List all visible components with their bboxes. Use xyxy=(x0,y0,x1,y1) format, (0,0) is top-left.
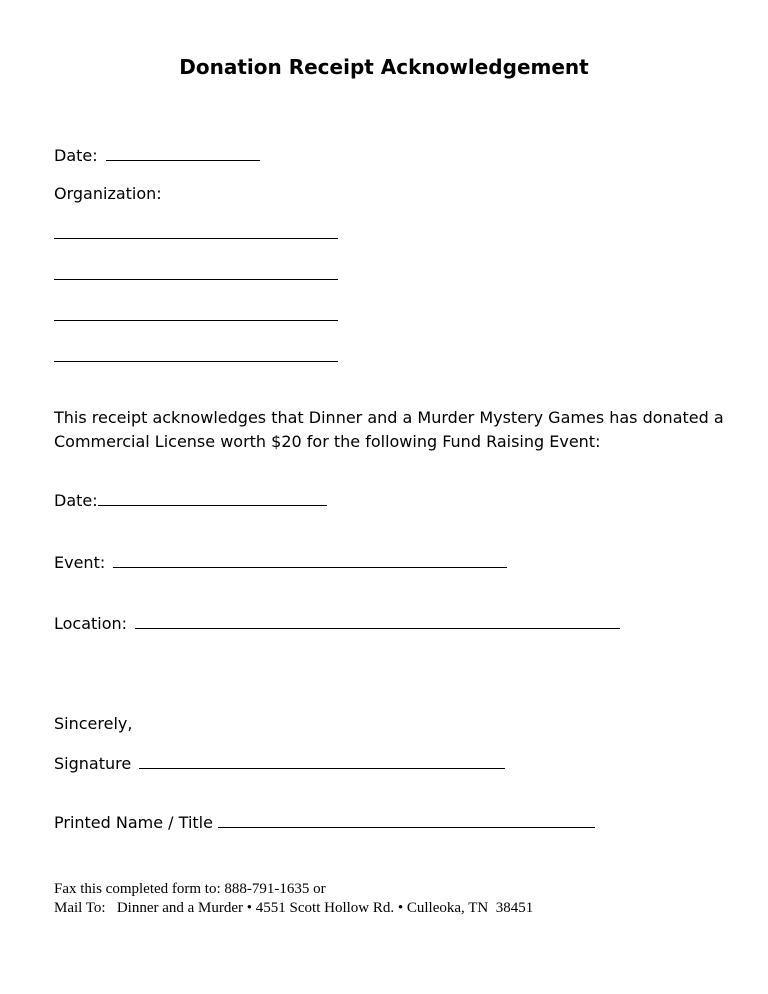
mail-line: Mail To: Dinner and a Murder • 4551 Scott Hollow Rd. • Culleoka, TN 38451 xyxy=(54,900,534,916)
receipt-text: This receipt acknowledges that Dinner and a Murder Mystery Games has donated a Commercial License worth $20 for the following Fund Raising Event: xyxy=(54,408,724,451)
fax-line: Fax this completed form to: 888-791-1635 or xyxy=(54,881,326,897)
location-field[interactable] xyxy=(135,612,620,629)
date-field[interactable] xyxy=(106,144,260,161)
location-row xyxy=(54,612,620,633)
event-date-label: Date: xyxy=(54,491,98,510)
organization-label: Organization: xyxy=(54,184,162,203)
signature-field[interactable] xyxy=(139,752,505,769)
date-row xyxy=(54,144,260,165)
organization-line-4[interactable] xyxy=(54,361,338,362)
event-label: Event: xyxy=(54,553,106,572)
printed-name-field[interactable] xyxy=(218,811,595,828)
date-label: Date: xyxy=(54,146,98,165)
organization-line-3[interactable] xyxy=(54,320,338,321)
event-date-field[interactable] xyxy=(98,489,327,506)
event-field[interactable] xyxy=(113,551,507,568)
organization-line-1[interactable] xyxy=(54,238,338,239)
location-label: Location: xyxy=(54,614,128,633)
printed-name-label: Printed Name / Title xyxy=(54,813,213,832)
printed-name-row xyxy=(54,811,595,832)
signature-row xyxy=(54,752,505,773)
signature-label: Signature xyxy=(54,754,132,773)
event-date-row xyxy=(54,489,327,510)
event-row xyxy=(54,551,507,572)
organization-line-2[interactable] xyxy=(54,279,338,280)
closing-text: Sincerely, xyxy=(54,714,133,733)
page-title: Donation Receipt Acknowledgement xyxy=(179,55,589,79)
